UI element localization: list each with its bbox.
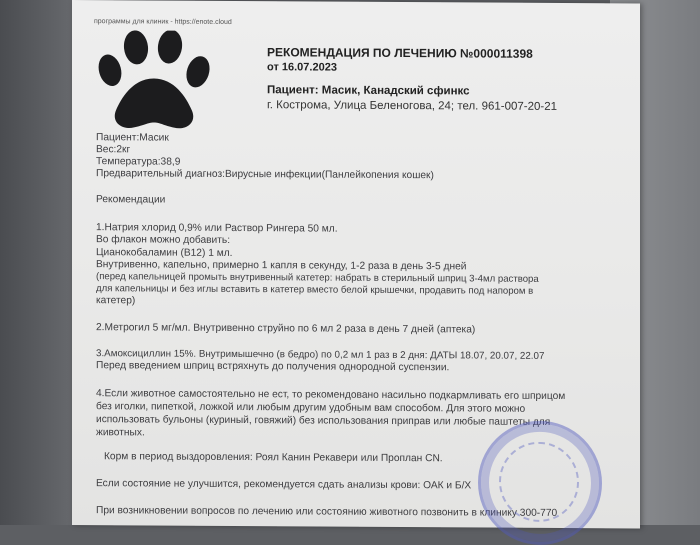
- clinic-address: г. Кострома, Улица Беленогова, 24; тел. 961-007-20-21: [267, 99, 558, 113]
- item2: 2.Метрогил 5 мг/мл. Внутривенно струйно по 6 мл 2 раза в день 7 дней (аптека): [96, 322, 476, 336]
- item4-line: 4.Если животное самостоятельно не ест, то рекомендовано насильно подкармливать его шприцом: [96, 388, 566, 403]
- clinic-stamp-inner: [499, 442, 579, 522]
- item1-line: для капельницы и без иглы вставить в катетер вместо белой крышечки, продавить под напором в: [96, 283, 534, 297]
- header-patient: Пациент: Масик, Канадский сфинкс: [267, 84, 470, 98]
- item4-line: использовать бульоны (куриный, говяжий) без использования приправ или любые паштеты для: [96, 414, 551, 428]
- patient-name: Пациент:Масик: [96, 132, 169, 144]
- item4-line: животных.: [96, 427, 145, 439]
- patient-weight: Вес:2кг: [96, 144, 131, 156]
- contact-line: При возникновении вопросов по лечению или состоянию животного позвонить в клинику 300-770: [96, 505, 558, 519]
- item1-line: Во флакон можно добавить:: [96, 234, 231, 246]
- patient-diagnosis: Предварительный диагноз:Вирусные инфекции(Панлейкопения кошек): [96, 168, 434, 182]
- document-sheet: [72, 0, 640, 528]
- document-title: РЕКОМЕНДАЦИЯ ПО ЛЕЧЕНИЮ №000011398: [267, 45, 533, 61]
- site-link[interactable]: программы для клиник - https://enote.cloud: [94, 18, 232, 26]
- item1-line: Цианокобаламин (В12) 1 мл.: [96, 247, 233, 259]
- document-date: от 16.07.2023: [267, 61, 337, 74]
- clinic-stamp: [478, 420, 602, 545]
- patient-temperature: Температура:38,9: [96, 156, 181, 168]
- feed-recommendation: Корм в период выздоровления: Роял Канин Рекавери или Проплан CN.: [104, 451, 443, 465]
- item1-line: Внутривенно, капельно, примерно 1 капля в секунду, 1-2 раза в день 3-5 дней: [96, 259, 467, 273]
- item1-line: катетер): [96, 295, 136, 307]
- paw-print-icon: [98, 30, 216, 131]
- item3-line: Перед введением шприц встряхнуть до получения однородной суспензии.: [96, 360, 450, 374]
- item1-line: 1.Натрия хлорид 0,9% или Раствор Рингера 50 мл.: [96, 222, 338, 235]
- item4-line: без иголки, пипеткой, ложкой или любым другим удобным вам способом. Для этого можно: [96, 401, 526, 415]
- item1-line: (перед капельницей промыть внутривенный катетер: набрать в стерильный шприц 3-4мл раствора: [96, 271, 539, 285]
- background-left: [0, 0, 80, 525]
- item3-line: 3.Амоксициллин 15%. Внутримышечно (в бедро) по 0,2 мл 1 раз в 2 дня: ДАТЫ 18.07, 20.07, 22.07: [96, 348, 545, 362]
- tests-recommendation: Если состояние не улучшится, рекомендуется сдать анализы крови: ОАК и Б/Х: [96, 478, 472, 492]
- section-title: Рекомендации: [96, 194, 166, 206]
